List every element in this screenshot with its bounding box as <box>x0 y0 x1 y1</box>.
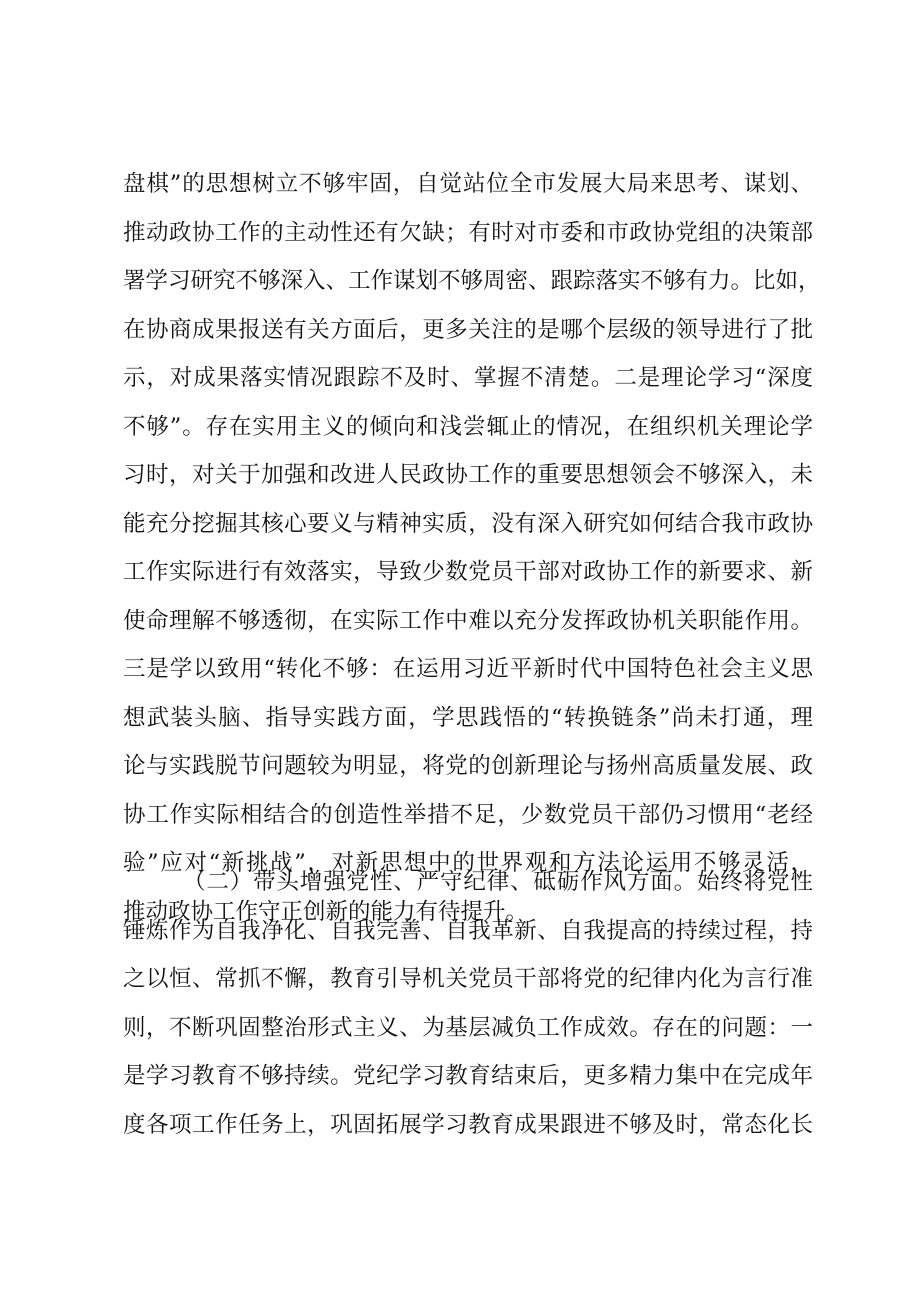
text-line: 推动政协工作的主动性还有欠缺；有时对市委和市政协党组的决策部 <box>123 219 813 246</box>
text-line: 之以恒、常抓不懈，教育引导机关党员干部将党的纪律内化为言行准 <box>123 966 813 992</box>
text-line: 示，对成果落实情况跟踪不及时、掌握不清楚。二是理论学习“深度 <box>123 365 813 391</box>
text-line: 推动政协工作守正创新的能力有待提升。 <box>123 898 529 925</box>
paragraph-1 <box>123 160 821 936</box>
text-line: 习时，对关于加强和改进人民政协工作的重要思想领会不够深入，未 <box>123 462 813 488</box>
text-line: 盘棋”的思想树立不够牢固，自觉站位全市发展大局来思考、谋划、 <box>123 171 813 197</box>
text-line: 协工作实际相结合的创造性举措不足，少数党员干部仍习惯用“老经 <box>123 801 813 828</box>
text-line: 论与实践脱节问题较为明显，将党的创新理论与扬州高质量发展、政 <box>123 753 813 779</box>
text-line: 是学习教育不够持续。党纪学习教育结束后，更多精力集中在完成年 <box>123 1063 813 1089</box>
text-line: 署学习研究不够深入、工作谋划不够周密、跟踪落实不够有力。比如， <box>123 268 821 294</box>
text-line: 锤炼作为自我净化、自我完善、自我革新、自我提高的持续过程，持 <box>123 917 813 944</box>
text-line: 能充分挖掘其核心要义与精神实质，没有深入研究如何结合我市政协 <box>123 510 813 537</box>
text-line: 则，不断巩固整治形式主义、为基层减负工作成效。存在的问题：一 <box>123 1014 813 1041</box>
text-line: 验”应对“新挑战”，对新思想中的世界观和方法论运用不够灵活， <box>123 850 813 876</box>
text-line: 度各项工作任务上，巩固拓展学习教育成果跟进不够及时，常态化长 <box>123 1111 813 1138</box>
text-line: 在协商成果报送有关方面后，更多关注的是哪个层级的领导进行了批 <box>123 316 813 343</box>
paragraph-2 <box>123 858 813 1149</box>
text-line: 想武装头脑、指导实践方面，学思践悟的“转换链条”尚未打通，理 <box>123 704 813 731</box>
text-line: 工作实际进行有效落实，导致少数党员干部对政协工作的新要求、新 <box>123 559 813 585</box>
text-line: 三是学以致用“转化不够：在运用习近平新时代中国特色社会主义思 <box>123 656 813 682</box>
section-heading-line: （二）带头增强党性、严守纪律、砥砺作风方面。始终将党性 <box>183 869 813 895</box>
text-line: 使命理解不够透彻，在实际工作中难以充分发挥政协机关职能作用。 <box>123 607 813 634</box>
text-line: 不够”。存在实用主义的倾向和浅尝辄止的情况，在组织机关理论学 <box>123 413 813 440</box>
